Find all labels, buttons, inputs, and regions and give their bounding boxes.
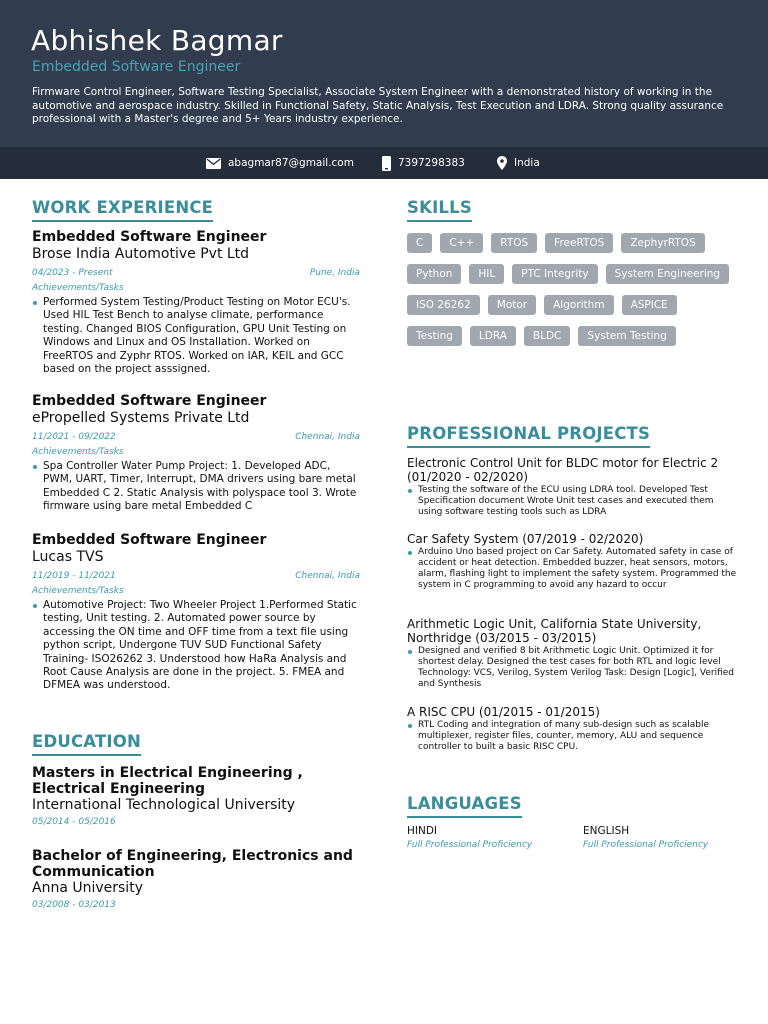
work-company: Brose India Automotive Pvt Ltd [32,246,250,262]
language-level: Full Professional Proficiency [407,840,533,850]
project-title: Electronic Control Unit for BLDC motor for Electric 2 (01/2020 - 02/2020) [407,456,719,484]
education-dates: 05/2014 - 05/2016 [32,817,116,827]
work-bullet: Automotive Project: Two Wheeler Project 1.Performed Static testing, Unit testing. 2. Automated power source by accessing the ON time and OFF time from a text file using python script, Undergone TUV SUD Functional Safety Training- ISO26262 3. Understood how HaRa Analysis and Root Cause Analysis are done in the project. 5. FMEA and DFMEA was understood. [32,599,360,693]
projects-heading: PROFESSIONAL PROJECTS [407,424,650,448]
email-text[interactable]: abagmar87@gmail.com [228,157,354,169]
work-experience-heading: WORK EXPERIENCE [32,198,213,222]
work-dates: 11/2021 - 09/2022 [32,432,116,442]
work-meta [32,570,360,582]
skill-tag: Algorithm [544,295,613,315]
work-meta [32,431,360,443]
contact-location [497,147,540,179]
work-role: Embedded Software Engineer [32,229,267,245]
location-text: India [514,157,540,169]
candidate-title: Embedded Software Engineer [32,59,241,75]
education-degree: Masters in Electrical Engineering , Electrical Engineering [32,765,303,797]
education-degree: Bachelor of Engineering, Electronics and Communication [32,848,353,880]
work-dates: 04/2023 - Present [32,268,113,278]
skill-tag: System Testing [578,326,675,346]
skill-tag: Testing [407,326,462,346]
candidate-name: Abhishek Bagmar [31,24,283,57]
skills-heading: SKILLS [407,198,472,222]
skill-tag: PTC Integrity [512,264,597,284]
education-dates: 03/2008 - 03/2013 [32,900,116,910]
education-school: Anna University [32,880,143,896]
work-role: Embedded Software Engineer [32,532,267,548]
skill-tag: System Engineering [606,264,730,284]
skill-tag: FreeRTOS [545,233,613,253]
project-entry [407,617,737,690]
skill-tag: ISO 26262 [407,295,480,315]
skill-tag: C [407,233,432,253]
project-entry [407,456,737,518]
language-entry [407,825,577,850]
language-entry [583,825,753,850]
work-location: Pune, India [309,268,360,278]
work-entry [32,229,360,376]
languages-heading: LANGUAGES [407,794,522,818]
achievements-label: Achievements/Tasks [32,586,124,596]
project-bullet: Arduino Uno based project on Car Safety. Automated safety in case of accident or heat detection. Embedded buzzer, heat sensors, motors, alarm, flashing light to implement the safety system. Programmed the system in C programming to avoid any hazard to occur [407,547,737,591]
skill-tag: ASPICE [622,295,677,315]
work-entry [32,532,360,693]
envelope-icon [206,158,221,169]
work-role: Embedded Software Engineer [32,393,267,409]
work-meta [32,267,360,279]
project-title: Arithmetic Logic Unit, California State University, Northridge (03/2015 - 03/2015) [407,617,702,645]
project-bullet: Testing the software of the ECU using LDRA tool. Developed Test Specification document Wrote Unit test cases and executed them using software testing tools such as LDRA [407,485,737,518]
resume-header [0,0,768,147]
project-entry [407,705,737,753]
achievements-label: Achievements/Tasks [32,283,124,293]
education-entry [32,765,372,827]
skill-tag: Motor [488,295,536,315]
education-heading: EDUCATION [32,732,141,756]
work-location: Chennai, India [295,432,360,442]
skill-tag: HIL [469,264,504,284]
skill-tag: BLDC [524,326,570,346]
work-entry [32,393,360,514]
mobile-phone-icon [382,156,391,171]
skill-tag: ZephyrRTOS [621,233,704,253]
skill-tag: LDRA [470,326,516,346]
work-company: Lucas TVS [32,549,104,565]
language-name: HINDI [407,825,438,837]
skill-tag: RTOS [491,233,537,253]
phone-text[interactable]: 7397298383 [398,157,465,169]
map-pin-icon [497,156,507,170]
contact-email[interactable] [206,147,354,179]
project-title: A RISC CPU (01/2015 - 01/2015) [407,705,600,719]
project-bullet: RTL Coding and integration of many sub-design such as scalable multiplexer, register files, counter, memory, ALU and sequence controller to built a basic RISC CPU. [407,720,737,753]
project-bullet: Designed and verified 8 bit Arithmetic Logic Unit. Optimized it for shortest delay. Designed the test cases for both RTL and logic level Technology: VCS, Verilog, System Verilog Task: Design [Logic], Verified and Synthesis [407,646,737,690]
skills-list [407,233,737,346]
project-title: Car Safety System (07/2019 - 02/2020) [407,532,644,546]
work-location: Chennai, India [295,571,360,581]
language-name: ENGLISH [583,825,630,837]
language-level: Full Professional Proficiency [583,840,709,850]
work-dates: 11/2019 - 11/2021 [32,571,116,581]
contact-phone[interactable] [382,147,465,179]
project-entry [407,532,737,591]
contact-bar [0,147,768,179]
skill-tag: C++ [440,233,483,253]
work-bullet: Spa Controller Water Pump Project: 1. Developed ADC, PWM, UART, Timer, Interrupt, DMA drivers using bare metal Embedded C 2. Static Analysis with polyspace tool 3. Wrote firmware using bare metal Embedded C [32,460,360,514]
education-school: International Technological University [32,797,296,813]
profile-summary: Firmware Control Engineer, Software Testing Specialist, Associate System Engineer with a demonstrated history of working in the automotive and aerospace industry. Skilled in Functional Safety, Static Analysis, Test Execution and LDRA. Strong quality assurance professional with a Master's degree and 5+ Years industry experience. [32,86,724,125]
achievements-label: Achievements/Tasks [32,447,124,457]
work-company: ePropelled Systems Private Ltd [32,410,250,426]
education-entry [32,848,372,910]
skill-tag: Python [407,264,461,284]
work-bullet: Performed System Testing/Product Testing on Motor ECU's. Used HIL Test Bench to analyse climate, performance testing. Changed BIOS Configuration, GPU Unit Testing on Windows and Linux and OS Installation. Worked on FreeRTOS and Zyphr RTOS. Worked on IAR, KEIL and GCC based on the project asssigned. [32,296,360,376]
